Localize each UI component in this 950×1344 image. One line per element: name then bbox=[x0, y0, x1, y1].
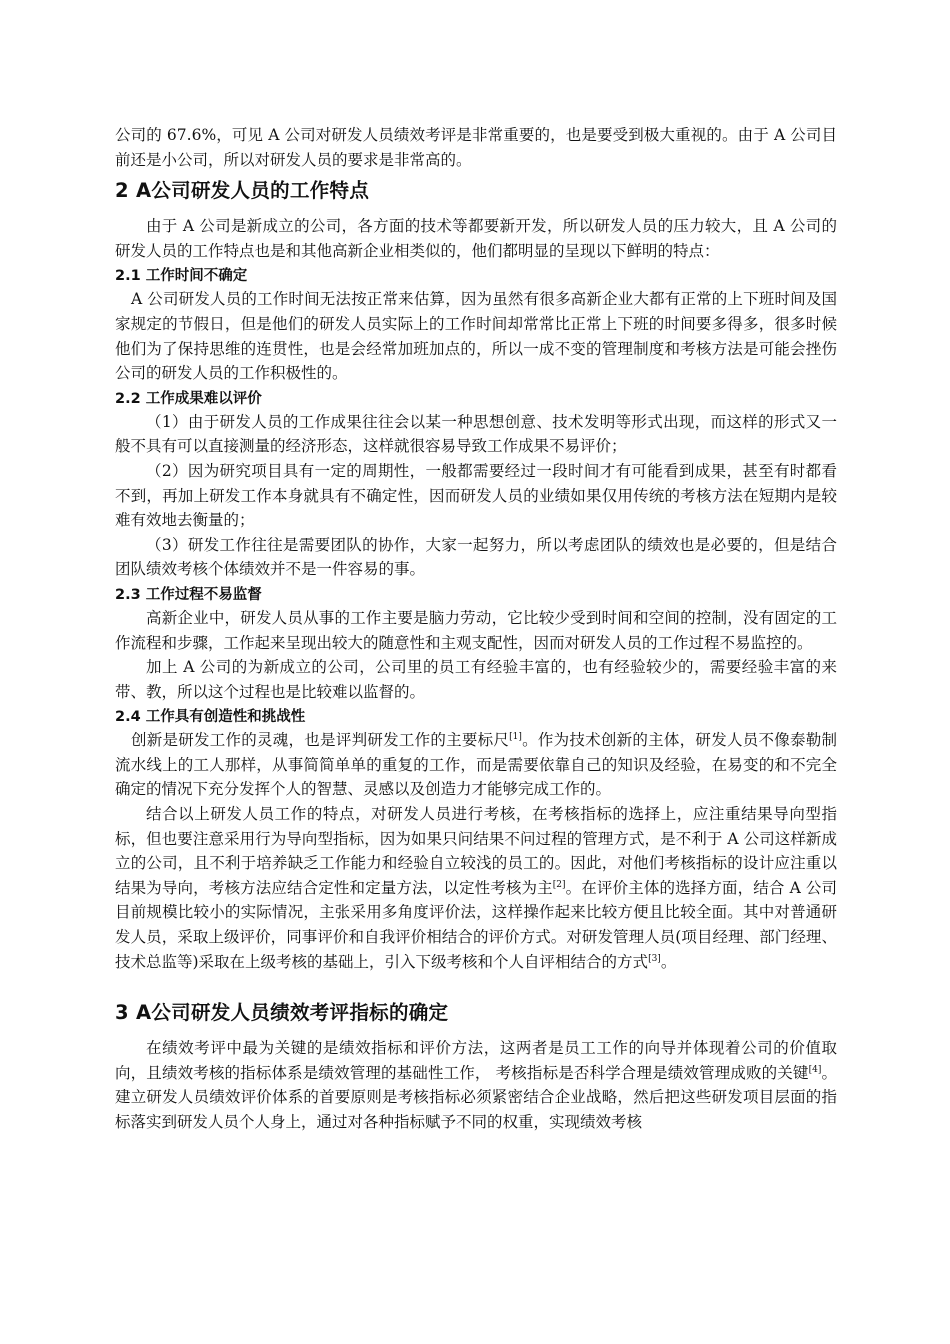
paragraph-text: 。 bbox=[660, 952, 677, 971]
paragraph-text: 。作为技术创新的主体，研发人员不像泰勒制流水线上的工人那样，从事简简单单的重复的工作，而是需要依靠自己的知识及经验，在易变的和不完全确定的情况下充分发挥个人的智慧、灵感以及创造力才能够完成工作的。 bbox=[115, 731, 837, 799]
citation-ref: [4] bbox=[808, 1064, 822, 1075]
paragraph-text: 在绩效考评中最为关键的是绩效指标和评价方法，这两者是员工工作的向导并体现着公司的价值取向，且绩效考核的指标体系是绩效管理的基础性工作， 考核指标是否科学合理是绩效管理成败的关键 bbox=[115, 1039, 837, 1082]
subsection-2-2-item-1: （1）由于研发人员的工作成果往往会以某一种思想创意、技术发明等形式出现，而这样的形式又一般不具有可以直接测量的经济形态，这样就很容易导致工作成果不易评价； bbox=[115, 412, 837, 456]
subsection-2-1-paragraph: A 公司研发人员的工作时间无法按正常来估算，因为虽然有很多高新企业大都有正常的上下班时间及国家规定的节假日，但是他们的研发人员实际上的工作时间却常常比正常上下班的时间要多得多，很多时候他们为了保持思维的连贯性，也是会经常加班加点的，所以一成不变的管理制度和考核方法是可能会挫伤公司的研发人员的工作积极性的。 bbox=[115, 290, 837, 383]
section-2-intro: 由于 A 公司是新成立的公司，各方面的技术等都要新开发，所以研发人员的压力较大，且 A 公司的研发人员的工作特点也是和其他高新企业相类似的，他们都明显的呈现以下鲜明的特点： bbox=[115, 217, 837, 260]
subsection-2-3-paragraph-1: 高新企业中，研发人员从事的工作主要是脑力劳动，它比较少受到时间和空间的控制，没有固定的工作流程和步骤，工作起来呈现出较大的随意性和主观支配性，因而对研发人员的工作过程不易监控的。 bbox=[115, 608, 837, 652]
paragraph-text: 结合以上研发人员工作的特点，对研发人员进行考核，在考核指标的选择上，应注重结果导向型指标，但也要注意采用行为导向型指标，因为如果只问结果不问过程的管理方式，是不利于 A 公司这样新成立的公司，且不利于培养缺乏工作能力和经验自立较浅的员工的。因此，对他们考核指标的设计应注重以结果为导向，考核方法应结合定性和定量方法，以定性考核为主 bbox=[115, 805, 837, 897]
paragraph-text: 。在评价主体的选择方面，结合 A 公司目前规模比较小的实际情况，主张采用多角度评价法，这样操作起来比较方便且比较全面。其中对普通研发人员，采取上级评价，同事评价和自我评价相结合的评价方式。对研发管理人员(项目经理、部门经理、技术总监等)采取在上级考核的基础上，引入下级考核和个人自评相结合的方式 bbox=[115, 878, 837, 971]
subsection-2-4-paragraph-1 bbox=[115, 728, 837, 802]
section-3-paragraph-1 bbox=[115, 1036, 837, 1134]
subsection-2-3-heading: 2.3 工作过程不易监督 bbox=[115, 586, 262, 603]
section-3-heading: 3 A公司研发人员绩效考评指标的确定 bbox=[115, 1001, 449, 1025]
subsection-2-4-heading: 2.4 工作具有创造性和挑战性 bbox=[115, 709, 306, 726]
continuation-paragraph: 公司的 67.6%，可见 A 公司对研发人员绩效考评是非常重要的，也是要受到极大重视的。由于 A 公司目前还是小公司，所以对研发人员的要求是非常高的。 bbox=[115, 126, 837, 169]
page-content bbox=[115, 123, 837, 1135]
subsection-2-2-heading: 2.2 工作成果难以评价 bbox=[115, 390, 262, 407]
subsection-2-4-paragraph-2 bbox=[115, 802, 837, 974]
subsection-2-2-item-2: （2）因为研究项目具有一定的周期性，一般都需要经过一段时间才有可能看到成果，甚至有时都看不到，再加上研发工作本身就具有不确定性，因而研发人员的业绩如果仅用传统的考核方法在短期内是较难有效地去衡量的； bbox=[115, 461, 837, 530]
paragraph-text: 创新是研发工作的灵魂，也是评判研发工作的主要标尺 bbox=[131, 731, 510, 750]
subsection-2-3-paragraph-2: 加上 A 公司的为新成立的公司，公司里的员工有经验丰富的，也有经验较少的，需要经验丰富的来带、教，所以这个过程也是比较难以监督的。 bbox=[115, 658, 837, 701]
subsection-2-2-item-3: （3）研发工作往往是需要团队的协作，大家一起努力，所以考虑团队的绩效也是必要的，但是结合团队绩效考核个体绩效并不是一件容易的事。 bbox=[115, 535, 837, 579]
citation-ref: [2] bbox=[552, 879, 566, 890]
paragraph-text: 。建立研发人员绩效评价体系的首要原则是考核指标必须紧密结合企业战略，然后把这些研发项目层面的指标落实到研发人员个人身上，通过对各种指标赋予不同的权重，实现绩效考核 bbox=[115, 1063, 837, 1131]
citation-ref: [3] bbox=[648, 953, 661, 964]
subsection-2-1-heading: 2.1 工作时间不确定 bbox=[115, 268, 248, 285]
citation-ref: [1] bbox=[509, 732, 522, 743]
section-2-heading: 2 A公司研发人员的工作特点 bbox=[115, 179, 370, 203]
